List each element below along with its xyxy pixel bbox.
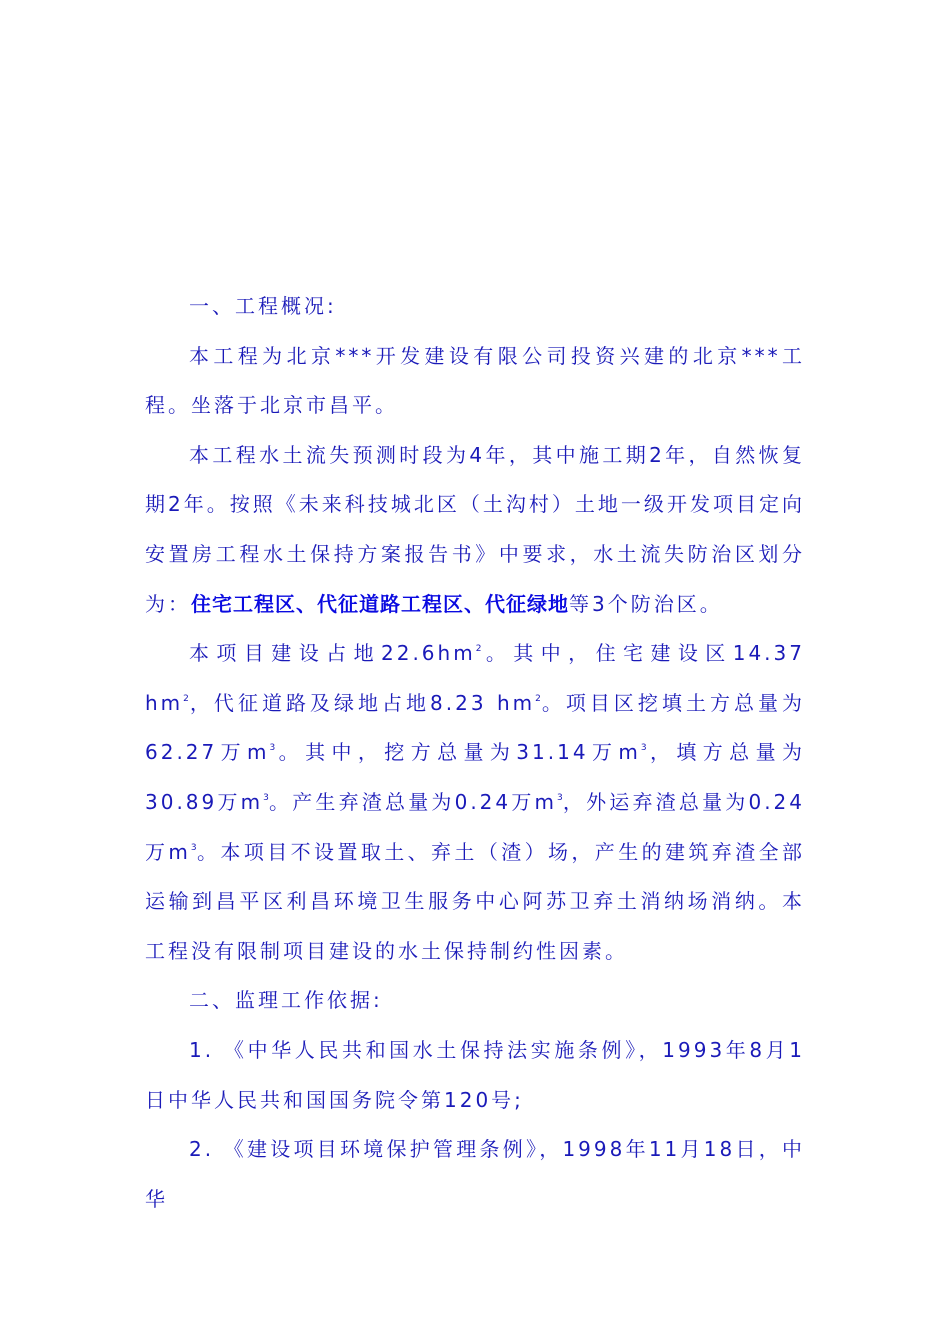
superscript: 2 [475,644,482,655]
document-body [145,282,805,1224]
paragraph-erosion-zones [145,431,805,629]
basis-item-1: 1. 《中华人民共和国水土保持法实施条例》，1993年8月1日中华人民共和国国务院令第120号; [145,1037,805,1112]
text-segment: ，代征道路及绿地占地8.23 hm [188,690,536,715]
text-segment: 。本项目不设置取土、弃土（渣）场，产生的建筑弃渣全部运输到昌平区利昌环境卫生服务中心阿苏卫弃土消纳场消纳。本工程没有限制项目建设的水土保持制约性因素。 [145,839,806,963]
text-segment: 。其中，挖方总量为31.14万m [275,740,641,765]
text-segment: 。项目区挖填土方总量为62.27万m [145,690,806,765]
superscript: 3 [640,743,647,754]
section-1-heading: 一、工程概况: [189,294,337,318]
text-segment: 。其中，住宅建设区14.37 hm [145,641,805,715]
superscript: 2 [183,693,189,704]
erosion-zones-tail: 等3个防治区。 [569,591,723,616]
section-2-heading: 二、监理工作依据: [189,988,383,1013]
erosion-zones-highlight: 住宅工程区、代征道路工程区、代征绿地 [191,591,569,616]
text-segment: 。产生弃渣总量为0.24万m [268,789,557,814]
paragraph-land-earthwork [145,629,805,976]
superscript: 3 [190,842,197,853]
superscript: 3 [269,743,276,754]
superscript: 3 [263,792,269,803]
text-segment: ，填方总量为30.89万m [145,740,805,814]
text-segment: ，外运弃渣总量为0.24万m [145,789,805,864]
text-segment: 本项目建设占地22.6hm [189,641,476,666]
basis-item-2: 2. 《建设项目环境保护管理条例》，1998年11月18日，中华 [145,1137,805,1211]
superscript: 3 [557,792,563,803]
superscript: 2 [535,693,541,704]
erosion-zones-text: 本工程水土流失预测时段为4年，其中施工期2年，自然恢复期2年。按照《未来科技城北区（土沟村）土地一级开发项目定向安置房工程水土保持方案报告书》中要求，水土流失防治区划分为： [145,442,805,616]
paragraph-project-owner: 本工程为北京***开发建设有限公司投资兴建的北京***工程。坐落于北京市昌平。 [145,343,805,418]
